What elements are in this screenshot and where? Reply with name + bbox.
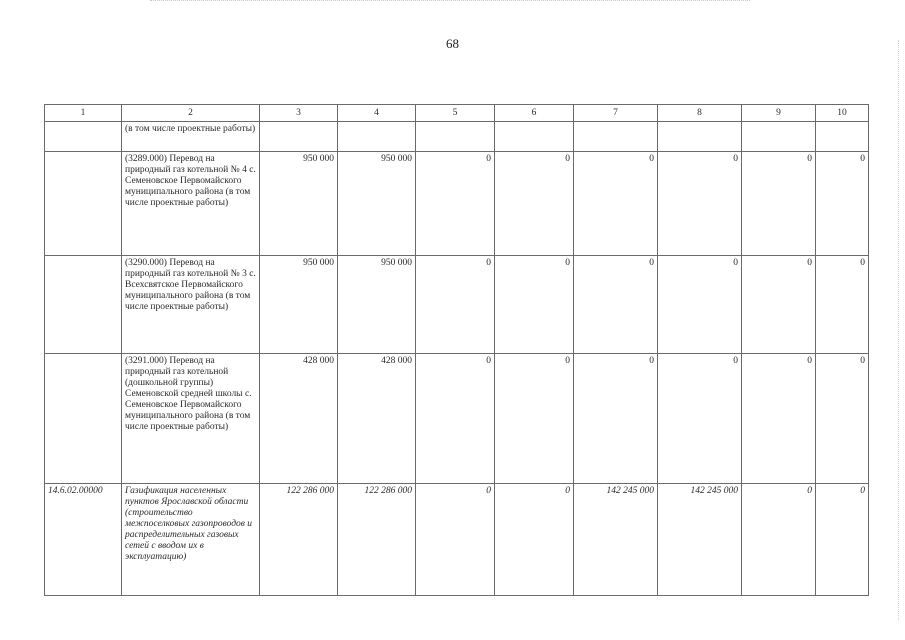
cell-col-9: 0 [742, 484, 816, 596]
cell-col-4: 950 000 [338, 152, 416, 256]
budget-table [44, 104, 869, 596]
cell-col-7: 0 [574, 354, 658, 484]
cell-col-4: 122 286 000 [338, 484, 416, 596]
header-col-1: 1 [45, 105, 122, 122]
row-description: Газификация населенных пунктов Ярославской области (строительство межпоселковых газопроводов и распределительных газовых сетей с вводом их в эксплуатацию) [122, 484, 260, 596]
cell-col-6: 0 [495, 484, 574, 596]
row-description: (3289.000) Перевод на природный газ котельной № 4 с. Семеновское Первомайского муниципального района (в том числе проектные работы) [122, 152, 260, 256]
row-code: 14.6.02.00000 [45, 484, 122, 596]
cell-col-4: 428 000 [338, 354, 416, 484]
table-row [45, 152, 869, 256]
cell-col-7: 0 [574, 256, 658, 354]
cell-col-8: 142 245 000 [658, 484, 742, 596]
cell-col-9: 0 [742, 354, 816, 484]
row-description: (3291.000) Перевод на природный газ котельной (дошкольной группы) Семеновской средней школы с. Семеновское Первомайского муниципального района (в том числе проектные работы) [122, 354, 260, 484]
header-col-7: 7 [574, 105, 658, 122]
table-row [45, 122, 869, 152]
cell-col-5 [416, 122, 495, 152]
cell-col-8: 0 [658, 152, 742, 256]
cell-col-10: 0 [816, 484, 869, 596]
cell-col-9: 0 [742, 152, 816, 256]
cell-col-7 [574, 122, 658, 152]
row-code [45, 122, 122, 152]
cell-col-3: 428 000 [260, 354, 338, 484]
scan-artifact-line [150, 0, 750, 3]
cell-col-5: 0 [416, 484, 495, 596]
cell-col-5: 0 [416, 354, 495, 484]
cell-col-3: 950 000 [260, 152, 338, 256]
header-col-9: 9 [742, 105, 816, 122]
header-col-3: 3 [260, 105, 338, 122]
header-col-4: 4 [338, 105, 416, 122]
cell-col-7: 142 245 000 [574, 484, 658, 596]
header-col-6: 6 [495, 105, 574, 122]
cell-col-3: 950 000 [260, 256, 338, 354]
cell-col-8: 0 [658, 354, 742, 484]
cell-col-10 [816, 122, 869, 152]
cell-col-5: 0 [416, 152, 495, 256]
cell-col-6: 0 [495, 354, 574, 484]
header-col-2: 2 [122, 105, 260, 122]
table-row [45, 256, 869, 354]
cell-col-5: 0 [416, 256, 495, 354]
cell-col-8: 0 [658, 256, 742, 354]
scan-edge-marks [896, 40, 899, 620]
cell-col-4: 950 000 [338, 256, 416, 354]
cell-col-10: 0 [816, 152, 869, 256]
cell-col-9: 0 [742, 256, 816, 354]
row-code [45, 256, 122, 354]
cell-col-9 [742, 122, 816, 152]
header-col-10: 10 [816, 105, 869, 122]
cell-col-8 [658, 122, 742, 152]
row-code [45, 152, 122, 256]
row-description: (в том числе проектные работы) [122, 122, 260, 152]
header-col-5: 5 [416, 105, 495, 122]
row-code [45, 354, 122, 484]
table-row [45, 484, 869, 596]
cell-col-10: 0 [816, 256, 869, 354]
header-col-8: 8 [658, 105, 742, 122]
row-description: (3290.000) Перевод на природный газ котельной № 3 с. Всехсвятское Первомайского муниципального района (в том числе проектные работы) [122, 256, 260, 354]
cell-col-6: 0 [495, 256, 574, 354]
table-header-row [45, 105, 869, 122]
cell-col-7: 0 [574, 152, 658, 256]
table-row [45, 354, 869, 484]
cell-col-3 [260, 122, 338, 152]
cell-col-6: 0 [495, 152, 574, 256]
cell-col-3: 122 286 000 [260, 484, 338, 596]
cell-col-4 [338, 122, 416, 152]
cell-col-6 [495, 122, 574, 152]
cell-col-10: 0 [816, 354, 869, 484]
page-number: 68 [446, 36, 459, 51]
